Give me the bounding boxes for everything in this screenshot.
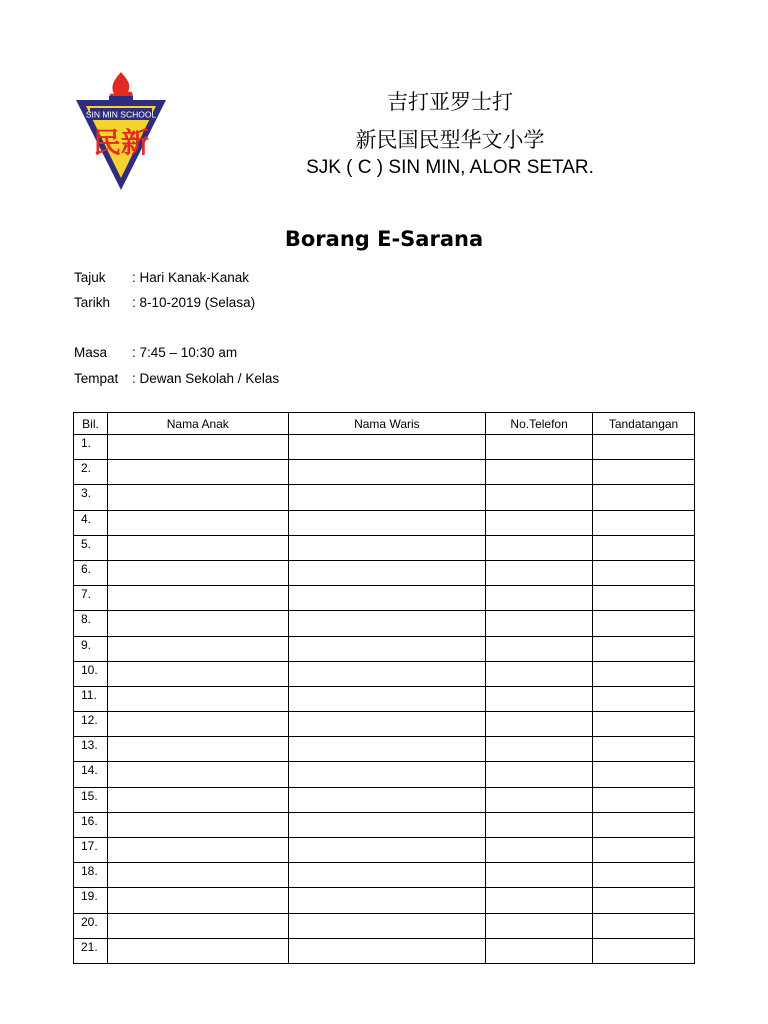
tandatangan-cell[interactable] [593, 762, 695, 787]
header-location: 吉打亚罗士打 [387, 90, 513, 114]
row-number: 3. [74, 485, 108, 510]
tandatangan-cell[interactable] [593, 611, 695, 636]
no-telefon-cell[interactable] [486, 485, 593, 510]
table-row [74, 611, 695, 636]
no-telefon-cell[interactable] [486, 535, 593, 560]
no-telefon-cell[interactable] [486, 863, 593, 888]
nama-waris-cell[interactable] [288, 913, 486, 938]
nama-anak-cell[interactable] [107, 762, 288, 787]
tandatangan-cell[interactable] [593, 460, 695, 485]
row-number: 17. [74, 838, 108, 863]
header-school-name: SJK ( C ) SIN MIN, ALOR SETAR. [306, 157, 594, 178]
no-telefon-cell[interactable] [486, 686, 593, 711]
nama-anak-cell[interactable] [107, 661, 288, 686]
nama-waris-cell[interactable] [288, 712, 486, 737]
tandatangan-cell[interactable] [593, 485, 695, 510]
flame-icon [109, 72, 133, 100]
tandatangan-cell[interactable] [593, 787, 695, 812]
table-header-row [74, 413, 695, 435]
header-school-chinese: 新民国民型华文小学 [355, 128, 545, 152]
tandatangan-cell[interactable] [593, 812, 695, 837]
table-row [74, 863, 695, 888]
nama-waris-cell[interactable] [288, 435, 486, 460]
nama-waris-cell[interactable] [288, 812, 486, 837]
nama-anak-cell[interactable] [107, 913, 288, 938]
nama-anak-cell[interactable] [107, 938, 288, 963]
tandatangan-cell[interactable] [593, 938, 695, 963]
row-number: 14. [74, 762, 108, 787]
table-row [74, 535, 695, 560]
tandatangan-cell[interactable] [593, 838, 695, 863]
nama-waris-cell[interactable] [288, 535, 486, 560]
nama-waris-cell[interactable] [288, 737, 486, 762]
nama-anak-cell[interactable] [107, 560, 288, 585]
nama-anak-cell[interactable] [107, 863, 288, 888]
info-label: Tajuk [74, 270, 106, 285]
info-tajuk [74, 270, 249, 285]
nama-waris-cell[interactable] [288, 838, 486, 863]
row-number: 5. [74, 535, 108, 560]
nama-anak-cell[interactable] [107, 787, 288, 812]
table-row [74, 787, 695, 812]
nama-anak-cell[interactable] [107, 812, 288, 837]
nama-anak-cell[interactable] [107, 435, 288, 460]
info-label: Tempat [74, 371, 119, 386]
table-row [74, 812, 695, 837]
nama-waris-cell[interactable] [288, 661, 486, 686]
tandatangan-cell[interactable] [593, 686, 695, 711]
header-no-telefon: No.Telefon [486, 413, 593, 435]
attendance-table [73, 412, 695, 964]
row-number: 4. [74, 510, 108, 535]
nama-anak-cell[interactable] [107, 712, 288, 737]
row-number: 15. [74, 787, 108, 812]
table-row [74, 560, 695, 585]
no-telefon-cell[interactable] [486, 938, 593, 963]
row-number: 20. [74, 913, 108, 938]
table-row [74, 938, 695, 963]
row-number: 21. [74, 938, 108, 963]
nama-anak-cell[interactable] [107, 586, 288, 611]
nama-waris-cell[interactable] [288, 636, 486, 661]
no-telefon-cell[interactable] [486, 460, 593, 485]
info-value: : 8-10-2019 (Selasa) [132, 295, 256, 310]
no-telefon-cell[interactable] [486, 560, 593, 585]
nama-anak-cell[interactable] [107, 636, 288, 661]
nama-waris-cell[interactable] [288, 762, 486, 787]
row-number: 8. [74, 611, 108, 636]
row-number: 2. [74, 460, 108, 485]
row-number: 18. [74, 863, 108, 888]
tandatangan-cell[interactable] [593, 888, 695, 913]
table-row [74, 712, 695, 737]
header-bil: Bil. [74, 413, 108, 435]
table-row [74, 838, 695, 863]
nama-waris-cell[interactable] [288, 510, 486, 535]
row-number: 11. [74, 686, 108, 711]
row-number: 10. [74, 661, 108, 686]
row-number: 19. [74, 888, 108, 913]
row-number: 13. [74, 737, 108, 762]
info-value: : 7:45 – 10:30 am [132, 345, 238, 360]
tandatangan-cell[interactable] [593, 712, 695, 737]
nama-waris-cell[interactable] [288, 611, 486, 636]
form-title: Borang E-Sarana [284, 227, 484, 251]
tandatangan-cell[interactable] [593, 737, 695, 762]
nama-waris-cell[interactable] [288, 686, 486, 711]
info-tarikh [74, 295, 255, 310]
table-row [74, 686, 695, 711]
nama-waris-cell[interactable] [288, 888, 486, 913]
nama-anak-cell[interactable] [107, 611, 288, 636]
table-row [74, 510, 695, 535]
table-row [74, 888, 695, 913]
table-row [74, 586, 695, 611]
tandatangan-cell[interactable] [593, 586, 695, 611]
row-number: 7. [74, 586, 108, 611]
info-label: Tarikh [74, 295, 111, 310]
row-number: 6. [74, 560, 108, 585]
no-telefon-cell[interactable] [486, 661, 593, 686]
nama-waris-cell[interactable] [288, 560, 486, 585]
table-row [74, 762, 695, 787]
header-tandatangan: Tandatangan [593, 413, 695, 435]
nama-anak-cell[interactable] [107, 737, 288, 762]
nama-anak-cell[interactable] [107, 838, 288, 863]
nama-waris-cell[interactable] [288, 460, 486, 485]
no-telefon-cell[interactable] [486, 510, 593, 535]
tandatangan-cell[interactable] [593, 913, 695, 938]
no-telefon-cell[interactable] [486, 888, 593, 913]
tandatangan-cell[interactable] [593, 510, 695, 535]
table-row [74, 435, 695, 460]
nama-anak-cell[interactable] [107, 686, 288, 711]
no-telefon-cell[interactable] [486, 435, 593, 460]
nama-waris-cell[interactable] [288, 586, 486, 611]
row-number: 1. [74, 435, 108, 460]
nama-anak-cell[interactable] [107, 510, 288, 535]
no-telefon-cell[interactable] [486, 787, 593, 812]
info-label: Masa [74, 345, 108, 360]
nama-waris-cell[interactable] [288, 485, 486, 510]
table-row [74, 913, 695, 938]
table-row [74, 661, 695, 686]
no-telefon-cell[interactable] [486, 838, 593, 863]
tandatangan-cell[interactable] [593, 535, 695, 560]
header-nama-anak: Nama Anak [107, 413, 288, 435]
nama-anak-cell[interactable] [107, 535, 288, 560]
info-tempat [74, 371, 279, 386]
table-row [74, 737, 695, 762]
no-telefon-cell[interactable] [486, 611, 593, 636]
no-telefon-cell[interactable] [486, 762, 593, 787]
table-row [74, 636, 695, 661]
row-number: 16. [74, 812, 108, 837]
no-telefon-cell[interactable] [486, 586, 593, 611]
school-logo [74, 70, 168, 192]
table-row [74, 460, 695, 485]
no-telefon-cell[interactable] [486, 913, 593, 938]
table-body [74, 435, 695, 964]
header-nama-waris: Nama Waris [288, 413, 486, 435]
nama-waris-cell[interactable] [288, 938, 486, 963]
tandatangan-cell[interactable] [593, 636, 695, 661]
no-telefon-cell[interactable] [486, 636, 593, 661]
nama-anak-cell[interactable] [107, 888, 288, 913]
logo-text: SIN MIN SCHOOL [85, 109, 157, 120]
tandatangan-cell[interactable] [593, 435, 695, 460]
no-telefon-cell[interactable] [486, 737, 593, 762]
tandatangan-cell[interactable] [593, 863, 695, 888]
logo-glyph: 民新 [92, 126, 150, 159]
row-number: 12. [74, 712, 108, 737]
tandatangan-cell[interactable] [593, 560, 695, 585]
nama-anak-cell[interactable] [107, 460, 288, 485]
no-telefon-cell[interactable] [486, 812, 593, 837]
info-value: : Hari Kanak-Kanak [132, 270, 250, 285]
nama-waris-cell[interactable] [288, 863, 486, 888]
no-telefon-cell[interactable] [486, 712, 593, 737]
row-number: 9. [74, 636, 108, 661]
nama-anak-cell[interactable] [107, 485, 288, 510]
tandatangan-cell[interactable] [593, 661, 695, 686]
nama-waris-cell[interactable] [288, 787, 486, 812]
table-row [74, 485, 695, 510]
info-masa [74, 345, 237, 360]
info-value: : Dewan Sekolah / Kelas [132, 371, 280, 386]
